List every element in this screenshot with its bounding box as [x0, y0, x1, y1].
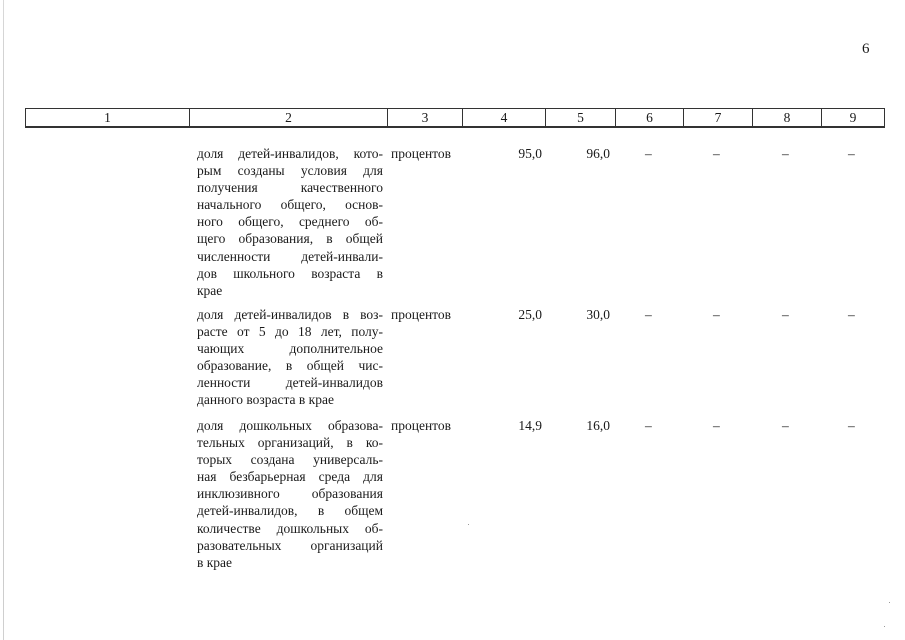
- row-value-col5: 96,0: [586, 146, 610, 161]
- description-line: ного общего, среднего об-: [197, 214, 383, 230]
- header-cell-4: 4: [463, 109, 546, 128]
- description-line: получения качественного: [197, 180, 383, 196]
- description-line: ная безбарьерная среда для: [197, 469, 383, 485]
- row-value-col6: –: [645, 307, 652, 322]
- row-value-col6: –: [645, 418, 652, 433]
- row-unit: процентов: [391, 418, 452, 433]
- description-line: тельных организаций, в ко-: [197, 435, 383, 451]
- description-line: численности детей-инвали-: [197, 248, 383, 264]
- header-cell-9: 9: [822, 109, 885, 128]
- row-value-col4: 14,9: [518, 418, 542, 433]
- description-line: дов школьного возраста в: [197, 265, 383, 281]
- column-number-header: [25, 108, 885, 128]
- description-line: торых создана универсаль-: [197, 452, 383, 468]
- scan-speck: [889, 602, 890, 603]
- row-value-col4: 25,0: [518, 307, 542, 322]
- row-description: [197, 145, 383, 299]
- description-line: ленности детей-инвалидов: [197, 375, 383, 391]
- description-line: разовательных организаций: [197, 537, 383, 553]
- description-line: щего образования, в общей: [197, 231, 383, 247]
- row-value-col9: –: [848, 146, 855, 161]
- description-line: в крае: [197, 554, 233, 570]
- row-unit: процентов: [391, 307, 452, 322]
- description-line: начального общего, основ-: [197, 197, 383, 213]
- description-line: расте от 5 до 18 лет, полу-: [197, 324, 383, 340]
- description-line: крае: [197, 282, 223, 298]
- row-value-col7: –: [713, 146, 720, 161]
- description-line: инклюзивного образования: [197, 486, 383, 502]
- row-description: [197, 306, 383, 409]
- row-value-col7: –: [713, 307, 720, 322]
- header-cell-5: 5: [546, 109, 616, 128]
- row-value-col8: –: [782, 146, 789, 161]
- description-line: рым созданы условия для: [197, 163, 383, 179]
- description-line: данного возраста в крае: [197, 392, 334, 408]
- row-value-col4: 95,0: [518, 146, 542, 161]
- header-cell-8: 8: [753, 109, 822, 128]
- row-description: [197, 417, 383, 571]
- description-line: доля детей-инвалидов, кото-: [197, 146, 383, 161]
- scan-speck: [884, 626, 885, 627]
- row-unit: процентов: [391, 146, 452, 161]
- description-line: детей-инвалидов, в общем: [197, 503, 383, 519]
- scan-speck: [468, 524, 469, 525]
- header-cell-7: 7: [684, 109, 753, 128]
- header-row: [26, 109, 885, 128]
- scan-edge-line: [3, 0, 4, 640]
- description-line: образование, в общей чис-: [197, 358, 383, 374]
- row-value-col6: –: [645, 146, 652, 161]
- row-value-col9: –: [848, 307, 855, 322]
- row-value-col8: –: [782, 307, 789, 322]
- row-value-col8: –: [782, 418, 789, 433]
- header-cell-1: 1: [26, 109, 190, 128]
- description-line: доля дошкольных образова-: [197, 418, 383, 433]
- header-cell-3: 3: [388, 109, 463, 128]
- row-value-col9: –: [848, 418, 855, 433]
- row-value-col5: 30,0: [586, 307, 610, 322]
- header-cell-6: 6: [616, 109, 684, 128]
- description-line: чающих дополнительное: [197, 341, 383, 357]
- row-value-col7: –: [713, 418, 720, 433]
- header-cell-2: 2: [190, 109, 388, 128]
- row-value-col5: 16,0: [586, 418, 610, 433]
- description-line: количестве дошкольных об-: [197, 520, 383, 536]
- page-number: 6: [862, 41, 870, 57]
- description-line: доля детей-инвалидов в воз-: [197, 307, 383, 322]
